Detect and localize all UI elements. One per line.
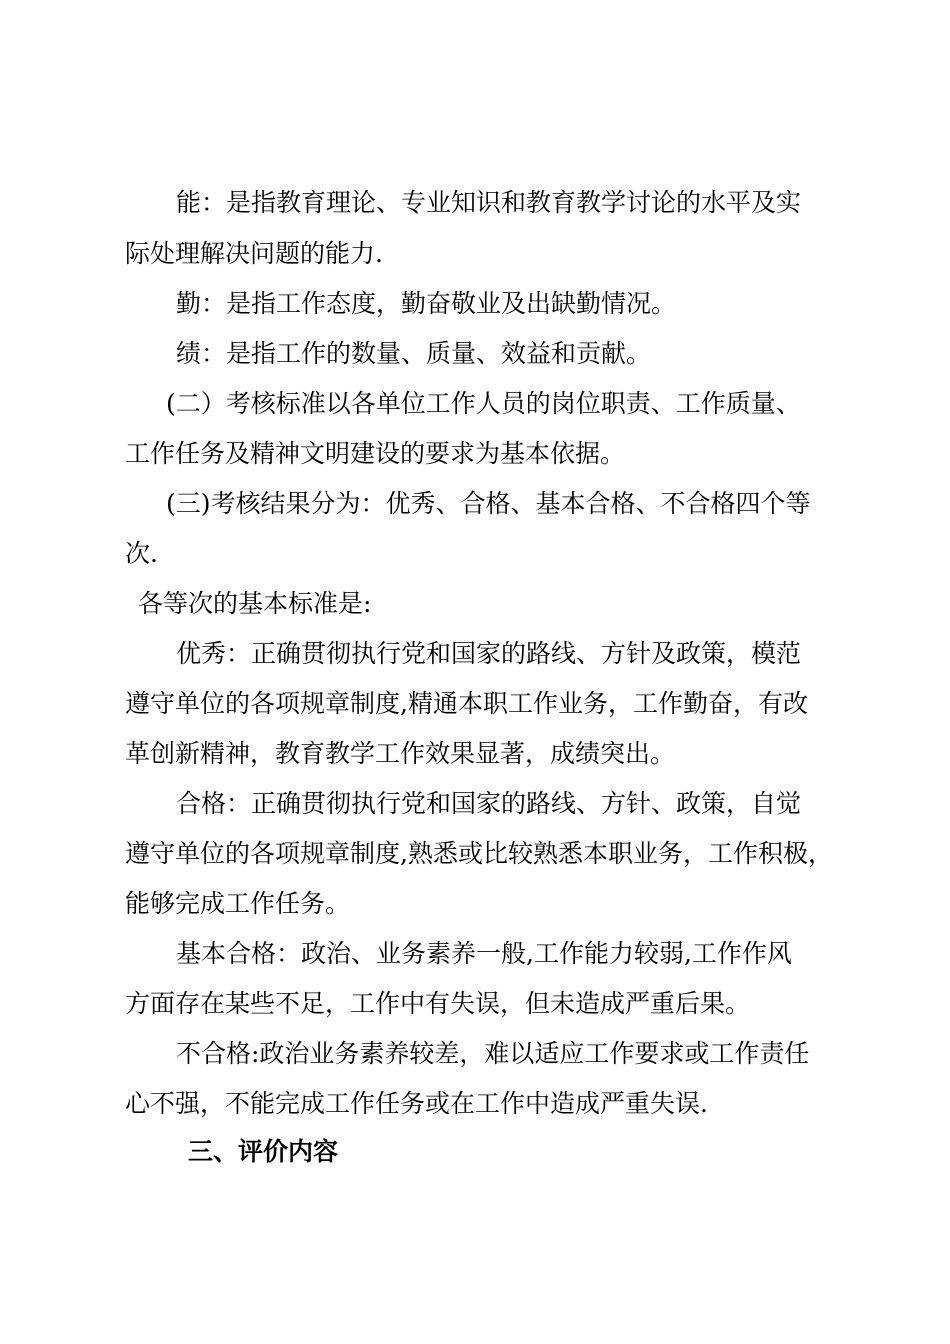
- paragraph-line: 心不强，不能完成工作任务或在工作中造成严重失误.: [125, 1089, 708, 1118]
- paragraph-line: 际处理解决问题的能力.: [125, 239, 383, 268]
- paragraph-line: 能：是指教育理论、专业知识和教育教学讨论的水平及实: [176, 188, 802, 217]
- paragraph-line: 绩：是指工作的数量、质量、效益和贡献。: [176, 339, 652, 368]
- paragraph-line: 次.: [125, 539, 158, 568]
- paragraph-line: 优秀：正确贯彻执行党和国家的路线、方针及政策，模范: [176, 639, 802, 668]
- section-heading: 三、评价内容: [188, 1137, 339, 1166]
- paragraph-line: 遵守单位的各项规章制度,精通本职工作业务，工作勤奋，有改: [125, 689, 808, 718]
- paragraph-line: 工作任务及精神文明建设的要求为基本依据。: [125, 439, 626, 468]
- paragraph-line: 勤：是指工作态度，勤奋敬业及出缺勤情况。: [176, 289, 677, 318]
- paragraph-line: (三)考核结果分为：优秀、合格、基本合格、不合格四个等: [166, 489, 811, 518]
- paragraph-line: 各等次的基本标准是:: [138, 589, 372, 618]
- paragraph-line: 基本合格：政治、业务素养一般,工作能力较弱,工作作风: [176, 939, 792, 968]
- paragraph-line: 方面存在某些不足，工作中有失误，但未造成严重后果。: [125, 989, 751, 1018]
- paragraph-line: 遵守单位的各项规章制度,熟悉或比较熟悉本职业务，工作积极，: [125, 839, 833, 868]
- paragraph-line: (二）考核标准以各单位工作人员的岗位职责、工作质量、: [166, 389, 801, 418]
- paragraph-line: 不合格:政治业务素养较差，难以适应工作要求或工作责任: [176, 1039, 810, 1068]
- paragraph-line: 能够完成工作任务。: [125, 889, 351, 918]
- paragraph-line: 革创新精神，教育教学工作效果显著，成绩突出。: [125, 739, 676, 768]
- paragraph-line: 合格：正确贯彻执行党和国家的路线、方针、政策，自觉: [176, 789, 802, 818]
